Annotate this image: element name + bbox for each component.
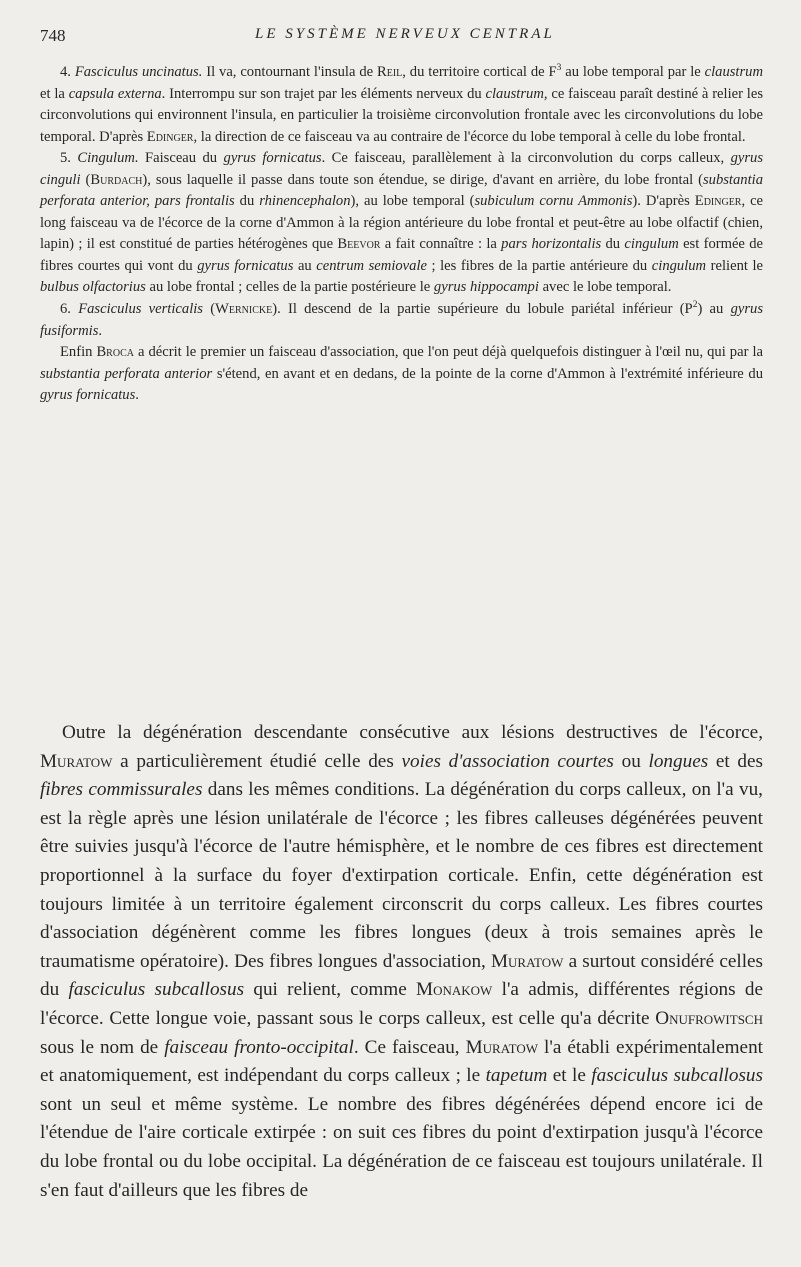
latin-term: claustrum, [485,85,548,102]
latin-term: centrum semiovale [316,257,427,274]
paragraph-broca: Enfin Broca a décrit le premier un faisceau d'association, que l'on peut déjà quelquefois distinguer à l'œil nu, qui par la substantia perforata anterior s'étend, en avant et en dedans, de la pointe de la corne d'Ammon à l'extrémité inférieure du gyrus fornicatus. [40,344,763,404]
latin-term: capsula externa [68,85,162,102]
author-name: Monakow [416,979,493,1001]
latin-term: gyrus fornicatus [223,150,322,167]
latin-term: subiculum cornu Ammonis [474,193,633,210]
page-header [40,26,761,50]
latin-term: gyrus fornicatus [197,257,294,274]
author-name: Muratow [490,950,564,972]
emphasis-term: fasciculus subcallosus [591,1065,763,1087]
latin-term: gyrus fusiformis [40,301,764,339]
latin-term: cingulum [624,236,679,253]
latin-term: bulbus olfactorius [40,279,146,296]
author-name: Broca [96,344,134,361]
item-heading: Cingulum. [77,150,139,167]
author-name: Onufrowitsch [655,1007,763,1029]
author-name: Wernicke [215,301,273,318]
latin-term: substantia perforata anterior, pars frontalis [40,171,763,210]
emphasis-term: tapetum [485,1065,548,1087]
emphasis-term: faisceau fronto-occipital [164,1036,354,1058]
page-number: 748 [40,26,66,45]
latin-term: pars horizontalis [501,236,602,253]
author-name: Muratow [465,1036,539,1058]
author-name: Edinger [146,128,194,145]
paragraph-cingulum: 5. Cingulum. Faisceau du gyrus fornicatus. Ce faisceau, parallèlement à la circonvolution du corps calleux, gyrus cinguli (Burdach), sous laquelle il passe dans toute son étendue, se dirige, d'avant en arrière, du lobe frontal (substantia perforata anterior, pars frontalis du rhinencephalon), au lobe temporal (subiculum cornu Ammonis). D'après Edinger, ce long faisceau va de l'écorce de la corne d'Ammon à la région antérieure du lobe frontal et peut-être au lobe olfactif (chien, lapin) ; il est constitué de parties hétérogènes que Beevor a fait connaître : la pars horizontalis du cingulum est formée de fibres courtes qui vont du gyrus fornicatus au centrum semiovale ; les fibres de la partie antérieure du cingulum relient le bulbus olfactorius au lobe frontal ; celles de la partie postérieure le gyrus hippocampi avec le lobe temporal. [40,150,764,296]
item-number: 6. [60,301,79,318]
latin-term: gyrus cinguli [40,150,764,188]
item-heading: Fasciculus verticalis [78,301,203,318]
latin-term: rhinencephalon [259,193,351,210]
author-name: Muratow [40,750,113,772]
paragraph-fasciculus-verticalis: 6. Fasciculus verticalis (Wernicke). Il descend de la partie supérieure du lobule pariétal inférieur $(P^2)$ au gyrus fusiformis. [40,300,764,339]
latin-term: gyrus fornicatus [40,387,136,404]
latin-term: gyrus hippocampi [433,279,539,296]
latin-term: claustrum [704,64,763,80]
small-print-section [40,62,763,407]
author-name: Reil [377,64,403,80]
latin-term: substantia perforata anterior [40,365,213,382]
emphasis-term: voies d'association courtes [401,750,614,772]
emphasis-term: longues [648,750,709,772]
paragraph-fasciculus-uncinatus: 4. Fasciculus uncinatus. Il va, contournant l'insula de Reil, du territoire cortical de $F^3$ au lobe temporal par le claustrum et la capsula externa. Interrompu sur son trajet par les éléments nerveux du claustrum, ce faisceau paraît destiné à relier les circonvolutions qui environnent l'insula, en particulier la troisième circonvolution frontale avec les circonvolutions du lobe temporal. D'après Edinger, la direction de ce faisceau va au contraire de l'écorce du lobe temporal à celle du lobe frontal. [40,63,763,145]
item-heading: Fasciculus uncinatus. [74,64,203,80]
emphasis-term: fasciculus subcallosus [68,979,245,1001]
item-number: 4. [60,64,75,80]
main-text-section [40,719,763,1205]
author-name: Edinger [694,193,742,210]
author-name: Burdach [90,171,143,188]
latin-term: cingulum [651,257,707,274]
paragraph-muratow: Outre la dégénération descendante consécutive aux lésions destructives de l'écorce, Muratow a particulièrement étudié celle des voies d'association courtes ou longues et des fibres commissurales dans les mêmes conditions. La dégénération du corps calleux, on l'a vu, est la règle après une lésion unilatérale de l'écorce ; les fibres calleuses dégénérées peuvent être suivies jusqu'à l'écorce de l'autre hémisphère, et le nombre de ces fibres est directement proportionnel à la surface du foyer d'extirpation corticale. Enfin, cette dégénération est toujours limitée à un territoire également circonscrit du corps calleux. Les fibres courtes d'association dégénèrent comme les fibres longues (deux à trois semaines après le traumatisme opératoire). Des fibres longues d'association, Muratow a surtout considéré celles du fasciculus subcallosus qui relient, comme Monakow l'a admis, différentes régions de l'écorce. Cette longue voie, passant sous le corps calleux, est celle qu'a décrite Onufrowitsch sous le nom de faisceau fronto-occipital. Ce faisceau, Muratow l'a établi expérimentalement et anatomiquement, est indépendant du corps calleux ; le tapetum et le fasciculus subcallosus sont un seul et même système. Le nombre des fibres dégénérées dépend encore ici de l'étendue de l'aire corticale extirpée : on suit ces fibres du point d'extirpation jusqu'à l'écorce du lobe frontal ou du lobe occipital. La dégénération de ce faisceau est toujours unilatérale. Il s'en faut d'ailleurs que les fibres de [40,722,764,1201]
item-number: 5. [60,150,78,167]
emphasis-term: fibres commissurales [40,779,203,801]
running-title: LE SYSTÈME NERVEUX CENTRAL [255,26,555,42]
author-name: Beevor [337,236,381,253]
